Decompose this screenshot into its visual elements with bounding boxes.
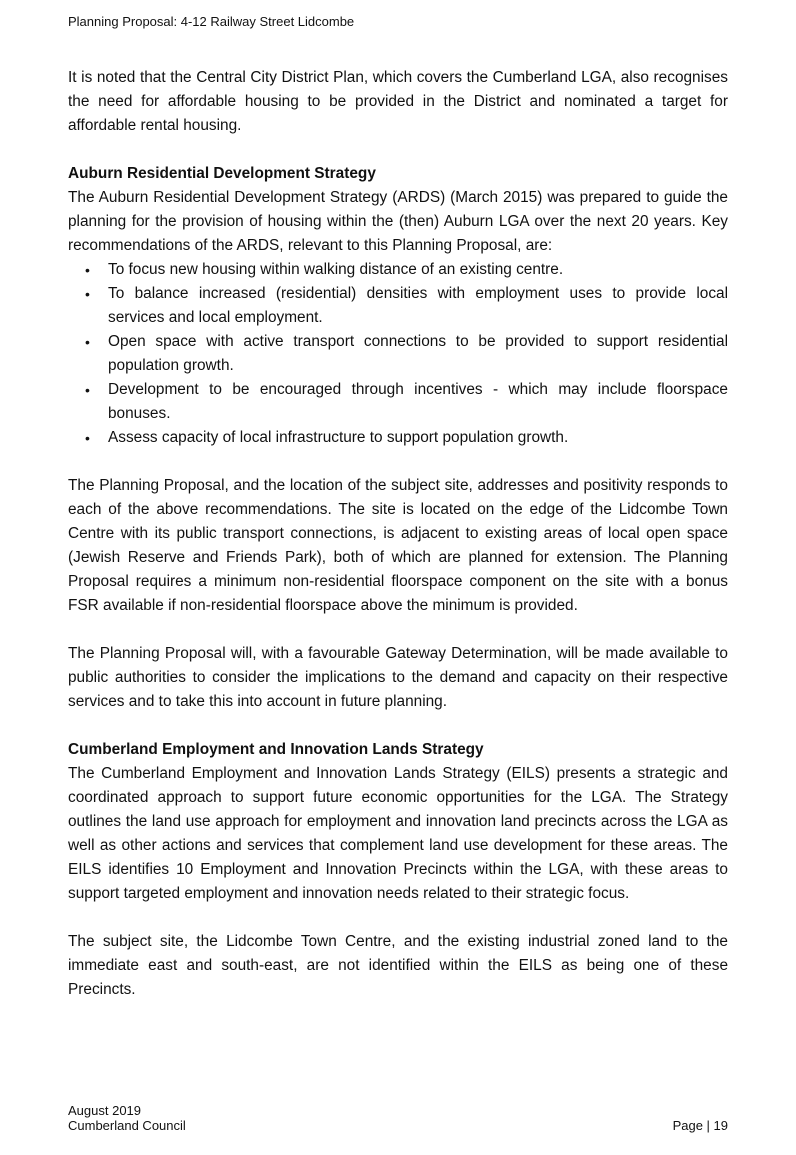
footer-date: August 2019 [68,1103,142,1118]
ards-response-paragraph: The Planning Proposal, and the location of the subject site, addresses and positivity responds to each of the above recommendations. The site is located on the edge of the Lidcombe Town Centre with its public transport connections, is adjacent to existing areas of local open space (Jewish Reserve and Friends Park), both of which are planned for extension. The Planning Proposal requires a minimum non-residential floorspace component on the site with a bonus FSR available if non-residential floorspace above the minimum is provided. [68,477,728,614]
page-footer-left [68,1103,186,1133]
list-item-text: Open space with active transport connections to be provided to support residential population growth. [108,333,728,374]
list-item [68,330,728,378]
ards-recommendations-list [68,258,728,450]
bullet-icon: • [85,382,90,398]
list-item-text: Development to be encouraged through incentives - which may include floorspace bonuses. [108,381,728,422]
gateway-paragraph: The Planning Proposal will, with a favourable Gateway Determination, will be made available to public authorities to consider the implications to the demand and capacity on their respective services and to take this into account in future planning. [68,645,728,710]
list-item [68,426,728,450]
eils-paragraph: The Cumberland Employment and Innovation Lands Strategy (EILS) presents a strategic and coordinated approach to support future economic opportunities for the LGA. The Strategy outlines the land use approach for employment and innovation land precincts across the LGA as well as other actions and services that complement land use development for these areas. The EILS identifies 10 Employment and Innovation Precincts within the LGA, with these areas to support targeted employment and innovation needs related to their strategic focus. [68,765,728,902]
ards-paragraph: The Auburn Residential Development Strategy (ARDS) (March 2015) was prepared to guide the planning for the provision of housing within the (then) Auburn LGA over the next 20 years. Key recommendations of the ARDS, relevant to this Planning Proposal, are: [68,189,728,254]
footer-organisation: Cumberland Council [68,1118,186,1133]
list-item-text: Assess capacity of local infrastructure to support population growth. [108,429,569,446]
document-body [68,66,728,1002]
eils-conclusion-paragraph: The subject site, the Lidcombe Town Centre, and the existing industrial zoned land to the immediate east and south-east, are not identified within the EILS as being one of these Precincts. [68,933,728,998]
bullet-icon: • [85,334,90,350]
bullet-icon: • [85,430,90,446]
intro-paragraph: It is noted that the Central City District Plan, which covers the Cumberland LGA, also recognises the need for affordable housing to be provided in the District and nominated a target for affordable rental housing. [68,69,728,134]
list-item-text: To focus new housing within walking distance of an existing centre. [108,261,564,278]
list-item [68,378,728,426]
bullet-icon: • [85,262,90,278]
page-number: Page | 19 [672,1118,728,1133]
page-header-title: Planning Proposal: 4-12 Railway Street Lidcombe [68,14,355,29]
section-heading-ards: Auburn Residential Development Strategy [68,165,376,182]
list-item [68,258,728,282]
list-item-text: To balance increased (residential) densities with employment uses to provide local services and local employment. [108,285,728,326]
list-item [68,282,728,330]
bullet-icon: • [85,286,90,302]
section-heading-eils: Cumberland Employment and Innovation Lands Strategy [68,741,484,758]
